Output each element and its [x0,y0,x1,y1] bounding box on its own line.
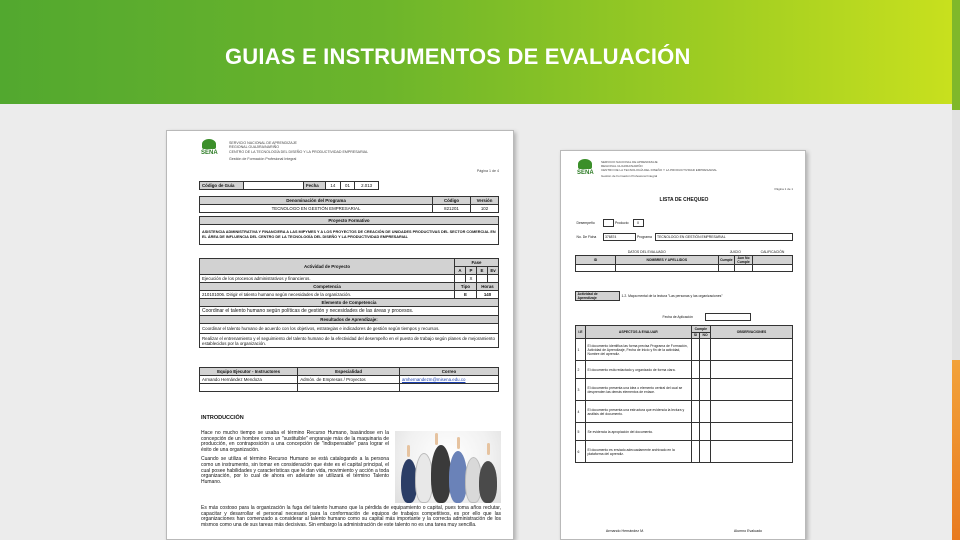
header-line: CENTRO DE LA TECNOLOGÍA DEL DISEÑO Y LA PRODUCTIVIDAD EMPRESARIAL [601,167,718,172]
criterion-number: 1 [576,339,586,361]
learning-activity-value: 1.2. Mapa mental de la lectura "Las personas y las organizaciones" [621,294,723,298]
element-text: Coordinar el talento humano según políticas de gestión y necesidades de las áreas y procesos. [200,307,499,316]
criterion-number: 5 [576,423,586,441]
evaluated-cell [576,265,616,272]
criterion-text: Se evidencia la apropiación del documento. [586,423,692,441]
criteria-table [575,325,793,463]
aspects-column: ASPECTOS A EVALUAR [586,326,692,339]
sena-logo-icon [202,139,216,149]
intro-paragraph: Es más costoso para la organización la fuga del talento humano que la pérdida de equipamiento o capital, pues toma años reclutar, capacitar y desarrollar el personal necesario para la conformación de equipos de trabajos competitivos, es por ello que las organizaciones han comenzado a considerar al talento humano como su capital más importante y la correcta administración de los mismos como una de sus tareas más decisivas. Sin embargo la administración de este talento no es una tarea muy sencilla. [201,505,501,528]
grade-column [753,256,793,265]
spacer [643,220,795,227]
criterion-yes-cell[interactable] [691,423,700,441]
application-date-value [705,314,751,321]
program-name: TECNOLOGO EN GESTIÓN EMPRESARIAL [200,205,433,213]
phase-cell [488,275,499,283]
criterion-yes-cell[interactable] [691,441,700,463]
activity-row-table [575,291,793,301]
instructor-email-link[interactable]: amhernandezm@misena.edu.co [399,376,498,384]
criterion-observation-cell[interactable] [711,401,793,423]
evaluated-label: DATOS DEL EVALUADO [627,250,666,254]
observations-column: OBSERVACIONES [711,326,793,339]
criterion-no-cell[interactable] [700,339,711,361]
intro-heading: INTRODUCCIÓN [201,415,244,421]
evaluated-cell [718,265,734,272]
meets-column: Cumple [691,326,710,333]
program-label: Programa [637,234,652,239]
criterion-observation-cell[interactable] [711,423,793,441]
phase-cell [477,275,488,283]
program-table [199,196,499,245]
edge-strip-orange [952,360,960,540]
team-empty-cell [399,384,498,392]
product-label: Producto [615,220,629,225]
header-line: SERVICIO NACIONAL DE APRENDIZAJE [601,160,658,164]
yes-column: SI [691,332,700,339]
program-code-label: Código [433,197,471,205]
date-row-table [661,313,751,321]
page-label: Página 1 de 4 [476,169,499,173]
person-figure [431,445,451,503]
sena-logo [577,159,594,176]
sena-logo-text: SENA [577,170,594,176]
date-year: 2.013 [355,182,379,190]
criterion-no-cell[interactable] [700,379,711,401]
result-2: Realizar el entrenamiento y el seguimiento del talento humano de la efectividad del desempeño en el puesto de trabajo según planes de mejoramiento establecidos por la organización. [200,334,499,348]
checklist-title: LISTA DE CHEQUEO [659,197,709,203]
intro-paragraph: Cuando se utiliza el término Recurso Humano se está catalogando a la persona como un instrumento, sin tomar en consideración que éste es el capital principal, el cual posee habilidades y características que le dan vida, movimiento y acción a toda organización, por lo cual de ahora en adelante se utilizará el término Talento Humano. [201,456,389,485]
criterion-no-cell[interactable] [700,423,711,441]
criterion-no-cell[interactable] [700,361,711,379]
criterion-yes-cell[interactable] [691,379,700,401]
performance-box [603,220,613,227]
team-specialty-label: Especialidad [298,368,400,376]
edge-strip-gray [952,110,960,360]
intro-paragraph: Hace no mucho tiempo se usaba el término Recurso Humano, basándose en la concepción de un hombre como un "sustituible" engranaje más de la maquinaria de producción, en contraposición a una concepción de "indispensable" para lograr el éxito de una organización. [201,430,389,453]
performance-label: Desempeño [576,220,595,225]
program-code: 821201 [433,205,471,213]
item-column: I.E [576,326,586,339]
instructor-name: Armando Hernández Mendoza [200,376,298,384]
criterion-yes-cell[interactable] [691,339,700,361]
not-meets-column: Aun No Cumple [735,256,753,265]
learning-activity-label: Actividad de Aprendizaje [576,292,620,301]
competence-type-label: Tipo [455,283,477,291]
evaluated-cell [616,265,719,272]
doc1-header [229,141,368,162]
team-empty-cell [200,384,298,392]
criterion-number: 4 [576,401,586,423]
evaluated-table [575,249,793,272]
slide-title: GUIAS E INSTRUMENTOS DE EVALUACIÓN [225,44,691,69]
names-column: NOMBRES Y APELLIDOS [616,256,719,265]
application-date-label: Fecha de Aplicación [662,314,693,319]
title-banner [0,0,952,104]
activity-table [199,258,499,348]
program-version-label: Versión [471,197,499,205]
phase-cell [455,275,466,283]
grade-label: CALIFICACIÓN [760,250,785,254]
criterion-observation-cell[interactable] [711,441,793,463]
program-version: 102 [471,205,499,213]
criterion-observation-cell[interactable] [711,339,793,361]
intro-text [201,431,389,489]
team-table [199,367,499,392]
criterion-yes-cell[interactable] [691,361,700,379]
page-label: Página 1 de 1 [774,187,793,191]
header-line: CENTRO DE LA TECNOLOGÍA DEL DISEÑO Y LA PRODUCTIVIDAD EMPRESARIAL [229,149,369,154]
header-line: REGIONAL GUAJIRA/NARIÑO [229,145,279,150]
meets-column: Cumple [718,256,734,265]
criterion-yes-cell[interactable] [691,401,700,423]
person-figure [479,461,497,503]
criterion-observation-cell[interactable] [711,361,793,379]
record-label: No. De Ficha [576,234,597,239]
raised-arm [487,443,490,455]
results-title: Resultados de Aprendizaje: [200,316,499,324]
criterion-text: El documento es enviado adecuadamente archivado en la plataforma del aprendiz. [586,441,692,463]
team-title: Equipo Ejecutor - Instructores [200,368,298,376]
record-value: 376874 [603,234,635,241]
instructor-signature: Armando Hernández M. [605,529,645,533]
competence-type: E [455,291,477,299]
checklist-document [560,150,806,540]
criterion-no-cell[interactable] [700,441,711,463]
competence-hours: 140 [477,291,499,299]
project-title: Proyecto Formativo [200,217,499,225]
criterion-text: El documento presenta una estructura que evidencia la lectura y análisis del documento. [586,401,692,423]
date-month: 01 [340,182,355,190]
phase-ev: Ev [488,267,499,275]
criterion-text: El documento está redactado y organizado de forma clara. [586,361,692,379]
guide-code-table [199,181,379,190]
element-title: Elemento de Competencia [200,299,499,307]
phase-label: Fase [455,259,499,267]
phase-mark: X [466,275,477,283]
phase-e: E [477,267,488,275]
raised-arm [457,437,460,449]
evaluated-cell [735,265,753,272]
sena-logo-text: SENA [201,150,218,156]
phase-p: P [466,267,477,275]
project-text: ASISTENCIA ADMINISTRATIVA Y FINANCIERA A LAS MIPYMES Y A LOS PROYECTOS DE CREACIÓN DE UNIDADES PRODUCTIVAS DEL SECTOR COMERCIAL EN EL ÁREA DE INFLUENCIA DEL CENTRO DE LA TECNOLOGÍA DEL DISEÑO Y LA PRODUCTIVIDAD EMPRESARIAL [200,225,499,245]
student-signature: Alumno Evaluado [733,529,763,533]
competence-title: Competencia [200,283,455,291]
checklist-header-table [575,219,795,227]
edge-strip-green [952,0,960,110]
evaluated-cell [753,265,793,272]
team-email-label: Correo [399,368,498,376]
raised-arm [407,445,410,457]
guide-code-label: Código de Guía [200,182,244,190]
instructor-specialty: Admón. de Empresas / Proyectos [298,376,400,384]
criterion-number: 6 [576,441,586,463]
activity-text: Ejecución de los procesos administrativos y financieros. [200,275,455,283]
raised-arm [435,433,438,445]
result-1: Coordinar el talento humano de acuerdo con los objetivos, estrategias e indicadores de gestión según tiempos y recursos. [200,324,499,334]
program-value: TECNOLOGO EN GESTIÓN EMPRESARIAL [655,234,793,241]
program-row-table [575,233,793,241]
competence-text: 210101006. Dirigir el talento humano según necesidades de la organización. [200,291,455,299]
header-line: REGIONAL GUAJIRA/NARIÑO [601,163,643,168]
criterion-no-cell[interactable] [700,401,711,423]
date-label: Fecha [304,182,326,190]
criterion-text: El documento identifica las forma precisa Programa de Formación, Actividad de Aprendizaje, Fecha de Inicio y fin de la actividad, Nombre del aprendiz. [586,339,692,361]
criterion-number: 3 [576,379,586,401]
criterion-text: El documento presenta una idea o elemento central del cual se desprenden las demás elementos de enlace. [586,379,692,401]
judgment-label: JUICIO [729,250,741,254]
no-column: NO [700,332,711,339]
signature-row [561,529,806,533]
learning-guide-document [166,130,514,540]
competence-hours-label: Horas [477,283,499,291]
team-photo-image [395,431,501,503]
sena-logo-icon [578,159,592,169]
activity-title: Actividad de Proyecto [200,259,455,275]
date-day: 14 [326,182,341,190]
guide-code-value [244,182,304,190]
phase-a: A [455,267,466,275]
criterion-number: 2 [576,361,586,379]
edge-accent-strip [952,0,960,540]
doc2-header [601,161,717,179]
header-subheader: Gestión de Formación Profesional Integral [229,157,297,162]
header-subheader: Gestión de Formación Profesional Integral [601,174,658,179]
product-mark: X [633,220,643,227]
sena-logo [201,139,218,156]
program-title: Denominación del Programa [200,197,433,205]
criterion-observation-cell[interactable] [711,379,793,401]
header-line: SERVICIO NACIONAL DE APRENDIZAJE [229,141,297,145]
team-empty-cell [298,384,400,392]
id-column: ID [576,256,616,265]
